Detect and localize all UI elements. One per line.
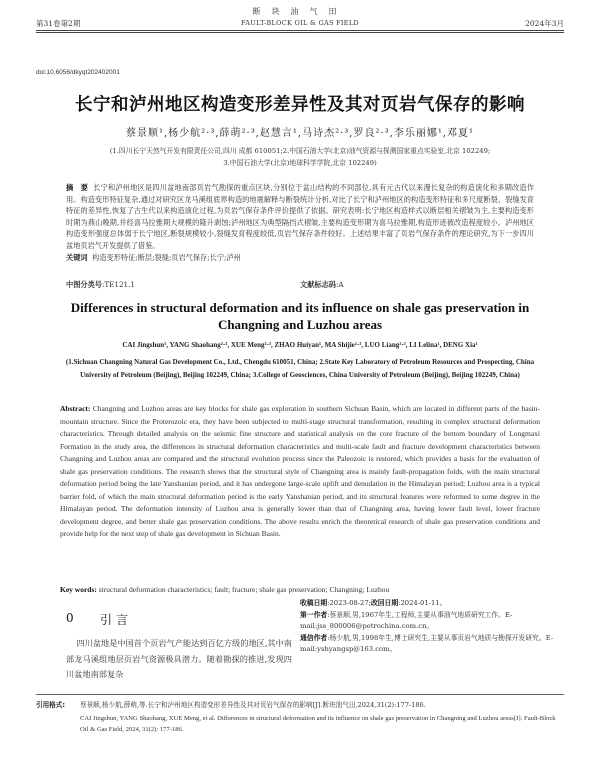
keywords-en bbox=[60, 585, 540, 594]
received-date: :2023-08-27; bbox=[327, 599, 371, 607]
citation-en: CAI Jingshun, YANG Shaohang, XUE Meng, et al. Differences in structural deformation and its influence on shale gas preservation in Changning and Luzhou areas[J]. Fault-Block Oil & Gas Field, 2024, 31(2): 177-186. bbox=[80, 715, 556, 733]
first-author-text: :蔡景顺,男,1967年生,工程师,主要从事油气地质研究工作。E-mail:jss_800006@petrochina.com.cn。 bbox=[300, 611, 513, 630]
revised-date: :2024-01-11。 bbox=[398, 599, 447, 607]
authors-cn: 蔡景顺¹,杨少航²·³,薛萌²·³,赵慧言¹,马诗杰²·³,罗良²·³,李乐丽娜¹,邓夏¹ bbox=[125, 128, 475, 139]
section-title: 引言 bbox=[100, 613, 133, 627]
intro-text: 四川盆地是中国首个页岩气产能达到百亿方级的地区,其中南部龙马溪组地层页岩气资源极具潜力。随着勘探的推进,发现四川盆地南部复杂 bbox=[66, 638, 292, 679]
abstract-en bbox=[60, 403, 540, 541]
running-header-journal-en: FAULT-BLOCK OIL & GAS FIELD bbox=[241, 19, 359, 27]
keywords-cn-text: 构造变形特征;断层;裂缝;页岩气保存;长宁;泸州 bbox=[92, 253, 241, 262]
footer-rule bbox=[36, 694, 564, 695]
section-number: 0 bbox=[66, 611, 74, 625]
clc-label: 中图分类号 bbox=[66, 280, 102, 289]
keywords-en-text: structural deformation characteristics; fault; fracture; shale gas preservation; Changning; Luzhou bbox=[98, 585, 390, 594]
revised-label: 改回日期 bbox=[370, 599, 399, 607]
authors-en: CAI Jingshun¹, YANG Shaohang²·³, XUE Meng²·³, ZHAO Huiyan¹, MA Shijie²·³, LUO Liang²·³, LI Lelina¹, DENG Xia¹ bbox=[122, 341, 478, 349]
corresponding-label: 通信作者 bbox=[300, 634, 328, 642]
running-header-date: 2024年3月 bbox=[525, 19, 564, 28]
abstract-en-text: Changning and Luzhou areas are key blocks for shale gas exploration in southern Sichuan Basin, which are located in different parts of the basin-mountain structure. Since the Proterozoic era, they have been subjected to multi-stage structural transformation, resulting in complex structural deformation characteristics. Through detailed analysis on the seismic fine structure and statistical analysis on the core fracture of the bottom boundary of Longmaxi Formation in the study area, the differences in structural deformation characteristics and multi-scale fault and fracture development characteristics between Changning and Luzhou areas are compared and the structural evolution process since the Paleozoic is restored, which provides a basis for the evaluation of shale gas preservation conditions. The research shows that the structural style of Changning area is mainly fault-propagation folds, with the main structural deformation period being the late Yanshanian period, and it has undergone large-scale uplift and denudation in the Himalayan period; Luzhou area is a typical barrier fold, of which the main structural deformation period is the early Yanshanian period, and its structural features were reformed to some degree in the Himalayan period. The deformation intensity of Luzhou area is generally lower than that of Changning area, having lower fault level, lower fracture development degree, and better shale gas preservation conditions. The above results enrich the theoretical research of shale gas preservation conditions and provide help for the next step of shale gas development in Sichuan Basin. bbox=[60, 404, 540, 538]
first-author-info bbox=[300, 610, 564, 632]
abstract-cn-text: 长宁和泸州地区是四川盆地南部页岩气勘探的重点区块,分别位于盆山结构的不同部位,具有元古代以来漫长复杂的构造演化和多期改造作用。构造变形特征复杂,通过对研究区龙马溪组底界构造的地震解释与断裂统计分析,对比了长宁和泸州地区的构造变形特征和多尺度断裂、裂缝发育特征的差异性,恢复了古生代以来构造演化过程,为页岩气保存条件评价提供了依据。研究表明:长宁地区构造样式以断层相关褶皱为主,主要构造变形时期为燕山晚期,并经喜马拉雅期大规模的隆升剥蚀;泸州地区为典型隔挡式褶皱,主要构造变形期为喜马拉雅期,构造形迹被改造程度较小。泸州地区构造变形强度总体弱于长宁地区,断裂规模较小,裂缝发育程度较低,页岩气保存条件较好。上述结果丰富了页岩气保存条件的理论研究,为下一步四川盆地页岩气开发提供了借鉴。 bbox=[66, 183, 534, 250]
keywords-cn bbox=[66, 253, 534, 263]
abstract-en-label: Abstract: bbox=[60, 404, 91, 413]
doi[interactable]: doi:10.6056/dkyqt202402001 bbox=[36, 69, 120, 76]
received-label: 收稿日期 bbox=[300, 599, 328, 607]
intro-paragraph bbox=[66, 636, 292, 683]
abstract-cn bbox=[66, 182, 534, 252]
document-code-value: :A bbox=[335, 280, 344, 289]
running-header-issue: 第31卷第2期 bbox=[36, 19, 81, 28]
received-revised-dates bbox=[300, 598, 564, 609]
article-info-box bbox=[300, 598, 564, 656]
keywords-en-label: Key words: bbox=[60, 585, 97, 594]
citation-label: 引用格式: bbox=[36, 701, 66, 709]
affiliation-cn-line-2: 3.中国石油大学(北京)地球科学学院,北京 102249) bbox=[223, 159, 377, 167]
abstract-cn-label: 摘 要 bbox=[66, 183, 89, 192]
affiliation-cn-line-1: (1.四川长宁天然气开发有限责任公司,四川 成都 610051;2.中国石油大学(北京)油气资源与探测国家重点实验室,北京 102249; bbox=[109, 147, 491, 155]
clc-number bbox=[66, 280, 135, 290]
document-code-label: 文献标志码 bbox=[300, 280, 336, 289]
first-author-label: 第一作者 bbox=[300, 611, 328, 619]
keywords-cn-label: 关键词 bbox=[66, 253, 88, 262]
clc-value: :TE121.1 bbox=[101, 280, 135, 289]
corresponding-text: :杨少航,男,1998年生,博士研究生,主要从事页岩气地质与勘探开发研究。E-mail:yshyangsp@163.com。 bbox=[300, 634, 554, 653]
paper-title-cn: 长宁和泸州地区构造变形差异性及其对页岩气保存的影响 bbox=[75, 95, 525, 115]
paper-title-en: Differences in structural deformation and its influence on shale gas preservation in Changning and Luzhou areas bbox=[70, 300, 530, 332]
header-rule bbox=[36, 30, 564, 31]
running-header-journal-cn: 断块油气田 bbox=[252, 7, 348, 16]
corresponding-author-info bbox=[300, 633, 564, 655]
citation-cn: 蔡景顺,杨少航,薛萌,等.长宁和泸州地区构造变形差异性及其对页岩气保存的影响[J].断块油气田,2024,31(2):177-186. bbox=[80, 701, 426, 709]
header-rule-thin bbox=[36, 32, 564, 33]
document-code bbox=[300, 280, 344, 290]
affiliations-en: (1.Sichuan Changning Natural Gas Development Co., Ltd., Chengdu 610051, China; 2.State Key Laboratory of Petroleum Resources and Prospecting, China University of Petroleum (Beijing), Beijing 102249, China; 3.College of Geosciences, China University of Petroleum (Beijing), Beijing 102249, China) bbox=[65, 358, 535, 379]
